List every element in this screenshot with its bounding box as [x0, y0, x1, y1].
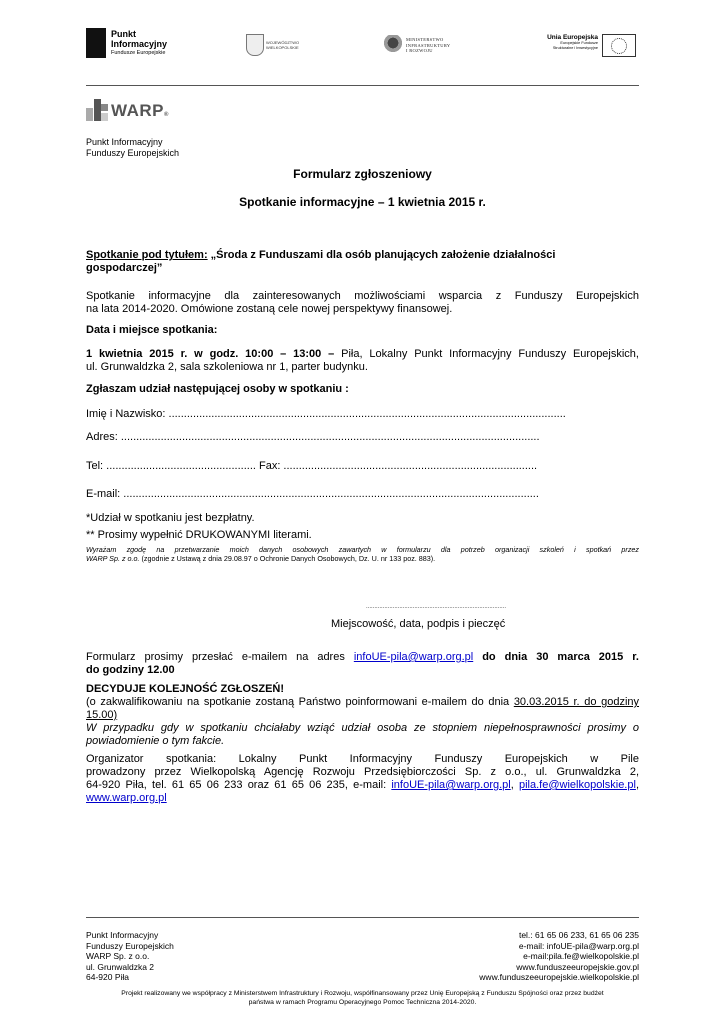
pif-line1: Punkt: [111, 29, 137, 39]
note-caps: ** Prosimy wypełnić DRUKOWANYMI literami.: [86, 529, 312, 541]
tel-fax-field[interactable]: Tel: ................................................. Fax: ...................................................................................: [86, 460, 538, 472]
warp-name: WARP: [111, 101, 164, 120]
warp-mark: ®: [164, 112, 169, 118]
topic-line2: gospodarczej”: [86, 262, 163, 274]
eu-flag-icon: [602, 34, 636, 57]
footer-right-line: www.funduszeeuropejskie.gov.pl: [516, 961, 639, 972]
star-icon: [86, 28, 106, 58]
organizer-email2-link[interactable]: pila.fe@wielkopolskie.pl: [518, 779, 636, 791]
send-deadline: do dnia 30 marca 2015 r.: [473, 651, 639, 663]
ministry-logo: [384, 35, 464, 57]
note-free: *Udział w spotkaniu jest bezpłatny.: [86, 512, 255, 524]
signature-dots: ....................................................................................: [366, 604, 507, 610]
footer-divider: [86, 917, 639, 918]
warp-caption-line2: Funduszy Europejskich: [86, 148, 180, 158]
project-note: [86, 990, 639, 1007]
footer-right-line: www.funduszeeuropejskie.wielkopolskie.pl: [479, 972, 639, 982]
footer-left: [86, 930, 174, 983]
wielkopolskie-logo: [246, 34, 306, 54]
ministry-line2: INFRASTRUKTURY: [406, 42, 451, 48]
project-line2: państwa w ramach Programu Operacyjnego Pomoc Techniczna 2014-2020.: [248, 998, 477, 1006]
pif-line2: Informacyjny: [111, 39, 168, 49]
date-place-rest: Piła, Lokalny Punkt Informacyjny Funduszy Europejskich,: [334, 348, 639, 360]
disability-line2: powiadomienie o tym fakcie.: [86, 735, 225, 747]
order-date: 30.03.2015 r. do godziny: [513, 696, 640, 708]
name-field[interactable]: Imię i Nazwisko: ..................................................................................................................................: [86, 408, 566, 420]
send-deadline-time: do godziny 12.00: [86, 664, 175, 676]
date-place-bold: 1 kwietnia 2015 r. w godz. 10:00 – 13:00 –: [86, 348, 335, 360]
organizer: [86, 753, 639, 805]
header-divider: [86, 85, 639, 86]
order-section: [86, 683, 639, 748]
organizer-line2: prowadzony przez Wielkopolską Agencję Rozwoju Przedsiębiorczości Sp. z o.o., ul. Grunwaldzka 2,: [86, 766, 639, 778]
intro: [86, 290, 639, 316]
warp-blocks-icon: [86, 99, 108, 121]
form-title: Formularz zgłoszeniowy: [293, 167, 432, 181]
send-instructions: [86, 651, 639, 677]
date-place: [86, 348, 639, 374]
order-line2: 15.00): [86, 709, 118, 721]
footer-right-line: tel.: 61 65 06 233, 61 65 06 235: [518, 930, 639, 940]
consent: [86, 545, 639, 563]
disability-line1: W przypadku gdy w spotkaniu chciałaby wziąć udział osoba ze stopniem niepełnosprawności prosimy o: [86, 722, 639, 734]
footer-left-line: WARP Sp. z o.o.: [86, 951, 150, 961]
signature-label: Miejscowość, data, podpis i pieczęć: [331, 618, 506, 630]
footer-right-line: e-mail:pila.fe@wielkopolskie.pl: [523, 951, 639, 961]
address-field[interactable]: Adres: .........................................................................................................................................: [86, 431, 540, 443]
footer-left-line: 64-920 Piła: [86, 972, 130, 982]
eagle-icon: [384, 35, 402, 55]
send-email-link[interactable]: infoUE-pila@warp.org.pl: [353, 651, 474, 663]
pif-line3: Fundusze Europejskie: [111, 50, 166, 56]
ministry-line3: I ROZWOJU: [406, 48, 433, 53]
topic-label: Spotkanie pod tytułem:: [86, 249, 208, 261]
topic-line1: „Środa z Funduszami dla osób planujących założenie działalności: [207, 249, 556, 261]
organizer-email1-link[interactable]: infoUE-pila@warp.org.pl: [391, 779, 511, 791]
send-prefix: Formularz prosimy przesłać e-mailem na adres: [86, 651, 354, 663]
intro-line2: na lata 2014-2020. Omówione zostaną cele nowej perspektywy finansowej.: [86, 303, 453, 315]
organizer-line3: 64-920 Piła, tel. 61 65 06 233 oraz 61 65 06 235, e-mail:: [86, 779, 392, 791]
shield-icon: [246, 34, 264, 56]
organizer-web-link[interactable]: www.warp.org.pl: [86, 792, 167, 804]
register-heading: Zgłaszam udział następującej osoby w spotkaniu :: [86, 383, 349, 395]
date-heading: Data i miejsce spotkania:: [86, 324, 218, 336]
wlkp-line2: WIELKOPOLSKIE: [266, 45, 299, 50]
eu-line1: Unia Europejska: [547, 34, 598, 41]
organizer-line1: Organizator spotkania: Lokalny Punkt Informacyjny Funduszy Europejskich w Pile: [86, 753, 639, 765]
email-field[interactable]: E-mail: ........................................................................................................................................: [86, 488, 539, 500]
date-place-line2: ul. Grunwaldzka 2, sala szkoleniowa nr 1, parter budynku.: [86, 361, 368, 373]
project-line1: Projekt realizowany we współpracy z Ministerstwem Infrastruktury i Rozwoju, współfinansowany przez Unię Europejską z Funduszu Spójności oraz przez budżet: [121, 990, 604, 997]
eu-logo: [540, 32, 636, 56]
organizer-comma: ,: [635, 779, 639, 791]
footer-right-line: e-mail: infoUE-pila@warp.org.pl: [518, 940, 639, 951]
footer-left-line: Punkt Informacyjny: [86, 930, 159, 940]
topic: [86, 249, 639, 275]
footer-right: [400, 930, 639, 983]
consent-line2-italic: WARP Sp. z o.o.: [86, 554, 140, 563]
consent-line2-rest: (zgodnie z Ustawą z dnia 29.08.97 o Ochronie Danych Osobowych, Dz. U. nr 133 poz. 883).: [139, 554, 436, 563]
eu-line3: Strukturalne i Inwestycyjne: [552, 45, 598, 50]
intro-line1: Spotkanie informacyjne dla zainteresowanych możliwościami wsparcia z Funduszy Europejskich: [86, 290, 639, 302]
ministry-line1: MINISTERSTWO: [406, 37, 444, 42]
eu-line2: Europejskie Fundusze: [560, 41, 598, 45]
fundusze-europejskie-logo: [86, 26, 186, 64]
footer-left-line: Funduszy Europejskich: [86, 940, 174, 951]
warp-logo: [86, 99, 169, 123]
order-line1: (o zakwalifikowaniu na spotkanie zostaną Państwo poinformowani e-mailem do dnia: [86, 696, 514, 708]
warp-caption-line1: Punkt Informacyjny: [86, 137, 163, 147]
order-heading: DECYDUJE KOLEJNOŚĆ ZGŁOSZEŃ!: [86, 683, 285, 695]
wlkp-line1: WOJEWÓDZTWO: [266, 40, 300, 45]
organizer-sep: ,: [510, 779, 519, 791]
warp-caption: [86, 137, 179, 159]
consent-line1: Wyrażam zgodę na przetwarzanie moich danych osobowych zawartych w formularzu dla potrzeb organizacji szkoleń i spotkań przez: [86, 545, 639, 554]
form-subtitle: Spotkanie informacyjne – 1 kwietnia 2015 r.: [239, 195, 486, 209]
footer-left-line: ul. Grunwaldzka 2: [86, 961, 155, 972]
